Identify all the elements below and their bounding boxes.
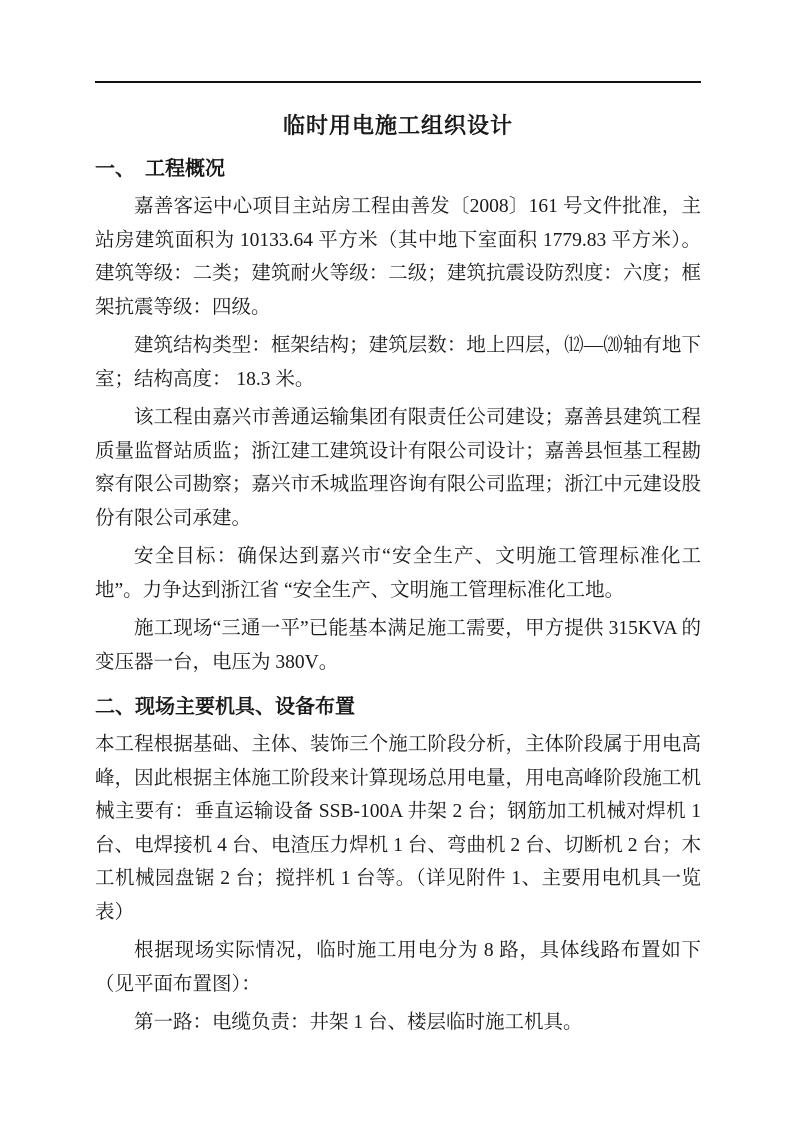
paragraph-equipment-list: 本工程根据基础、主体、装饰三个施工阶段分析，主体阶段属于用电高峰，因此根据主体施工阶段来计算现场总用电量，用电高峰阶段施工机械主要有：垂直运输设备 SSB-100A 井架 2 台；钢筋加工机械对焊机 1 台、电焊接机 4 台、电渣压力焊机 1 台、弯曲机 2 台、切断机 2 台；木工机械园盘锯 2 台；搅拌机 1 台等。（详见附件 1、主要用电机具一览表） bbox=[95, 734, 706, 923]
paragraph-safety-target: 安全目标：确保达到嘉兴市“安全生产、文明施工管理标准化工地”。力争达到浙江省 “安全生产、文明施工管理标准化工地。 bbox=[95, 546, 701, 601]
paragraph-circuit-1: 第一路：电缆负责：井架 1 台、楼层临时施工机具。 bbox=[134, 1012, 583, 1033]
header-rule bbox=[95, 81, 701, 83]
paragraph-companies: 该工程由嘉兴市善通运输集团有限责任公司建设；嘉善县建筑工程质量监督站质监；浙江建工建筑设计有限公司设计；嘉善县恒基工程勘察有限公司勘察；嘉兴市禾城监理咨询有限公司监理；浙江中元建设股份有限公司承建。 bbox=[95, 407, 701, 529]
paragraph-site-power: 施工现场“三通一平”已能基本满足施工需要，甲方提供 315KVA 的变压器一台，电压为 380V。 bbox=[95, 618, 701, 673]
paragraph-structure-type: 建筑结构类型：框架结构；建筑层数：地上四层，⑿—⒇轴有地下室；结构高度： 18.3 米。 bbox=[95, 335, 701, 390]
page-title: 临时用电施工组织设计 bbox=[282, 113, 513, 138]
paragraph-overview-approval: 嘉善客运中心项目主站房工程由善发〔2008〕161 号文件批准，主站房建筑面积为 10133.64 平方米（其中地下室面积 1779.83 平方米）。建筑等级：二类；建筑耐火等级：二级；建筑抗震设防烈度：六度；框架抗震等级：四级。 bbox=[95, 196, 701, 318]
document-content bbox=[95, 0, 706, 1040]
section-heading-1: 一、 工程概况 bbox=[95, 158, 225, 180]
paragraph-circuit-count: 根据现场实际情况，临时施工用电分为 8 路，具体线路布置如下（见平面布置图）： bbox=[95, 940, 701, 995]
section-heading-2: 二、现场主要机具、设备布置 bbox=[95, 696, 355, 718]
